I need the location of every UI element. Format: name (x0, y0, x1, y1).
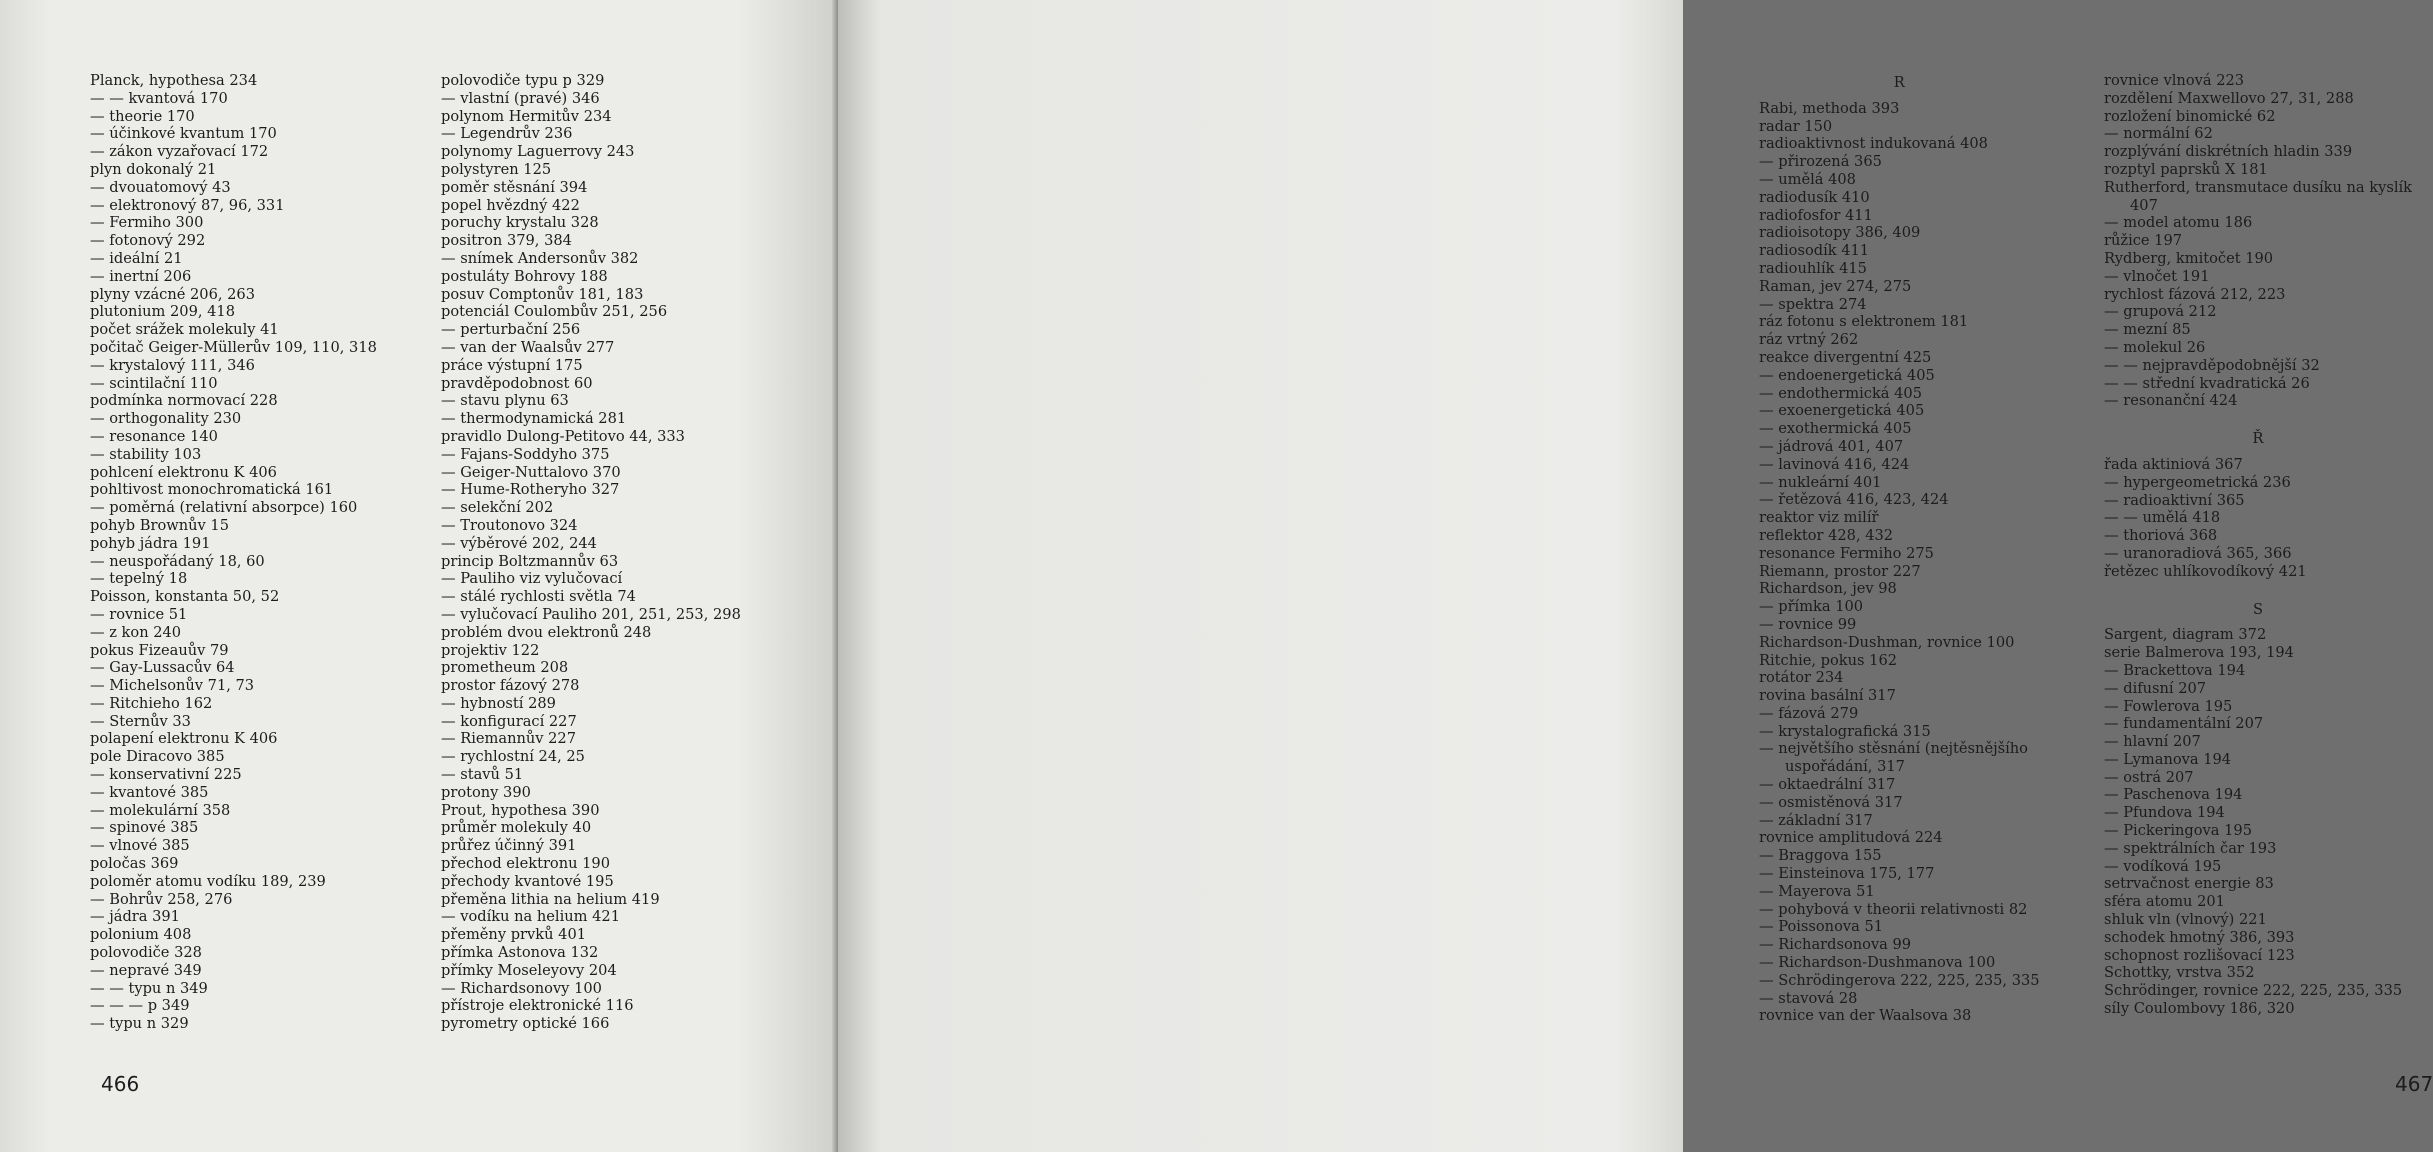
index-entry: — rovnice 51 (90, 605, 188, 623)
index-entry: — poměrná (relativní absorpce) 160 (90, 499, 358, 517)
index-entry: — Pfundova 194 (2104, 804, 2225, 822)
index-entry: — snímek Andersonův 382 (441, 249, 639, 267)
index-entry: — účinkové kvantum 170 (90, 125, 277, 143)
index-entry: — — umělá 418 (2104, 509, 2221, 527)
index-entry: — theorie 170 (90, 107, 195, 125)
index-entry: — stability 103 (90, 445, 202, 463)
index-entry: pyrometry optické 166 (441, 1015, 610, 1033)
index-entry: — přímka 100 (1759, 598, 1864, 616)
index-entry: — hlavní 207 (2104, 733, 2201, 751)
index-entry: — tepelný 18 (90, 570, 188, 588)
index-entry: počitač Geiger-Müllerův 109, 110, 318 (90, 338, 377, 356)
index-entry: přístroje elektronické 116 (441, 997, 634, 1015)
index-entry: posuv Comptonův 181, 183 (441, 285, 644, 303)
index-entry: — vlnové 385 (90, 837, 190, 855)
index-entry: počet srážek molekuly 41 (90, 321, 279, 339)
index-entry: — — nejpravděpodobnější 32 (2104, 356, 2320, 374)
index-entry: rovnice vlnová 223 (2104, 72, 2245, 89)
index-entry: — radioaktivní 365 (2104, 491, 2245, 509)
index-entry: — Paschenova 194 (2104, 786, 2243, 804)
index-entry: Raman, jev 274, 275 (1759, 277, 1912, 295)
index-entry: protony 390 (441, 783, 531, 801)
index-entry: — inertní 206 (90, 267, 192, 285)
index-entry: — neuspořádaný 18, 60 (90, 552, 265, 570)
index-entry: práce výstupní 175 (441, 356, 583, 374)
index-entry: positron 379, 384 (441, 232, 572, 250)
index-entry: radiofosfor 411 (1759, 206, 1873, 224)
index-entry: polovodiče 328 (90, 944, 202, 962)
index-entry: polynom Hermitův 234 (441, 107, 612, 125)
index-entry: Ritchie, pokus 162 (1759, 651, 1898, 669)
index-entry: — krystalografická 315 (1759, 722, 1931, 740)
index-entry: — elektronový 87, 96, 331 (90, 196, 285, 214)
index-entry: — jádrová 401, 407 (1759, 437, 1904, 455)
index-entry: plyny vzácné 206, 263 (90, 285, 256, 303)
index-entry: — Fowlerova 195 (2104, 697, 2233, 715)
index-entry: — Richardsonova 99 (1759, 936, 1912, 954)
index-entry: — hybností 289 (441, 694, 556, 712)
index-entry: řada aktiniová 367 (2104, 455, 2243, 473)
index-entry: ráz vrtný 262 (1759, 331, 1859, 349)
index-entry: — jádra 391 (90, 908, 180, 926)
index-entry: — rovnice 99 (1759, 615, 1857, 633)
index-entry: reflektor 428, 432 (1759, 526, 1894, 544)
index-entry: rovnice van der Waalsova 38 (1759, 1007, 1972, 1025)
index-entry: reakce divergentní 425 (1759, 348, 1932, 366)
index-entry: ráz fotonu s elektronem 181 (1759, 313, 1969, 331)
index-entry: radioaktivnost indukovaná 408 (1759, 135, 1988, 153)
section-letter-s: S (2253, 600, 2263, 618)
index-entry: Rutherford, transmutace dusíku na kyslík (2104, 178, 2413, 196)
index-entry: přechod elektronu 190 (441, 855, 610, 873)
index-entry: podmínka normovací 228 (90, 392, 278, 410)
index-entry: poruchy krystalu 328 (441, 214, 599, 232)
index-entry: polovodiče typu p 329 (441, 72, 605, 89)
index-entry: rozložení binomické 62 (2104, 107, 2276, 125)
page-number-left: 466 (101, 1072, 140, 1096)
index-entry: — řetězová 416, 423, 424 (1759, 491, 1949, 509)
index-entry: Schrödinger, rovnice 222, 225, 235, 335 (2104, 982, 2403, 1000)
index-entry: — základní 317 (1759, 811, 1873, 829)
index-entry: síly Coulombovy 186, 320 (2104, 1000, 2295, 1018)
index-entry: — selekční 202 (441, 499, 554, 517)
index-entry: polystyren 125 (441, 160, 552, 178)
index-entry: — Fermiho 300 (90, 214, 204, 232)
index-entry: resonance Fermiho 275 (1759, 544, 1934, 562)
index-entry: — uranoradiová 365, 366 (2104, 544, 2292, 562)
index-entry: potenciál Coulombův 251, 256 (441, 303, 668, 321)
index-entry: — spektra 274 (1759, 295, 1867, 313)
index-entry: — — — p 349 (90, 997, 190, 1015)
index-entry: reaktor viz milíř (1759, 509, 1879, 527)
index-entry: rozplývání diskrétních hladin 339 (2104, 143, 2353, 161)
index-entry: — model atomu 186 (2104, 214, 2253, 232)
index-entry: rozdělení Maxwellovo 27, 31, 288 (2104, 89, 2354, 107)
index-entry: — fázová 279 (1759, 704, 1859, 722)
index-entry: — thermodynamická 281 (441, 410, 627, 428)
index-entry: — Gay-Lussacův 64 (90, 659, 235, 677)
index-entry: sféra atomu 201 (2104, 893, 2225, 911)
index-entry: — fotonový 292 (90, 232, 206, 250)
index-entry: — konfigurací 227 (441, 712, 577, 730)
index-entry: — resonanční 424 (2104, 392, 2238, 410)
index-entry: — normální 62 (2104, 125, 2213, 143)
index-entry: problém dvou elektronů 248 (441, 623, 652, 641)
index-entry: radiouhlík 415 (1759, 259, 1867, 277)
index-entry: — rychlostní 24, 25 (441, 748, 585, 766)
index-entry: — Ritchieho 162 (90, 694, 213, 712)
index-entry: pokus Fizeauův 79 (90, 641, 229, 659)
index-entry: — — kvantová 170 (90, 89, 228, 107)
index-entry: průřez účinný 391 (441, 837, 577, 855)
index-entry: — vlastní (pravé) 346 (441, 89, 600, 107)
index-entry: pole Diracovo 385 (90, 748, 225, 766)
index-entry: — vodíková 195 (2104, 857, 2222, 875)
index-entry: postuláty Bohrovy 188 (441, 267, 608, 285)
index-entry: — krystalový 111, 346 (90, 356, 255, 374)
index-entry: rychlost fázová 212, 223 (2104, 285, 2286, 303)
index-entry: přímka Astonova 132 (441, 944, 599, 962)
index-entry: — Brackettova 194 (2104, 661, 2246, 679)
index-entry: přechody kvantové 195 (441, 872, 614, 890)
index-entry: přímky Moseleyovy 204 (441, 961, 617, 979)
index-entry: — difusní 207 (2104, 679, 2207, 697)
index-entry: — Troutonovo 324 (441, 516, 578, 534)
index-entry: poměr stěsnání 394 (441, 178, 588, 196)
index-entry: — Sternův 33 (90, 712, 191, 730)
index-entry: polapení elektronu K 406 (90, 730, 278, 748)
index-entry: projektiv 122 (441, 641, 540, 659)
index-entry: radiosodík 411 (1759, 242, 1870, 260)
index-entry: Rabi, methoda 393 (1759, 99, 1900, 117)
index-entry: radiodusík 410 (1759, 188, 1870, 206)
index-column-3 (1759, 74, 2040, 1025)
index-entry: pohlcení elektronu K 406 (90, 463, 277, 481)
index-entry: prostor fázový 278 (441, 677, 580, 695)
index-entry: Prout, hypothesa 390 (441, 801, 600, 819)
index-entry: — Einsteinova 175, 177 (1759, 865, 1935, 883)
index-entry: plutonium 209, 418 (90, 303, 235, 321)
index-entry: Riemann, prostor 227 (1759, 562, 1921, 580)
index-entry: pohyb jádra 191 (90, 534, 211, 552)
index-entry: — thoriová 368 (2104, 527, 2218, 545)
index-entry: — Mayerova 51 (1759, 882, 1875, 900)
index-entry: pohyb Brownův 15 (90, 516, 229, 534)
index-entry: řetězec uhlíkovodíkový 421 (2104, 562, 2307, 580)
index-entry: — výběrové 202, 244 (441, 534, 597, 552)
index-entry: schopnost rozlišovací 123 (2104, 946, 2295, 964)
section-letter-r-caron: Ř (2252, 430, 2264, 448)
index-entry: pohltivost monochromatická 161 (90, 481, 334, 499)
index-entry: — z kon 240 (90, 623, 182, 641)
index-entry: — Poissonova 51 (1759, 918, 1884, 936)
index-entry: — van der Waalsův 277 (441, 338, 615, 356)
index-entry: rovina basální 317 (1759, 687, 1896, 705)
index-entry: — pohybová v theorii relativnosti 82 (1759, 900, 2028, 918)
index-entry: — kvantové 385 (90, 783, 209, 801)
index-entry: Sargent, diagram 372 (2104, 626, 2267, 644)
index-entry: — vlnočet 191 (2104, 267, 2210, 285)
index-entry: plyn dokonalý 21 (90, 160, 217, 178)
index-entry: rozptyl paprsků X 181 (2104, 160, 2268, 178)
index-entry: setrvačnost energie 83 (2104, 875, 2274, 893)
index-entry: — spektrálních čar 193 (2104, 839, 2277, 857)
index-entry: — Legendrův 236 (441, 125, 573, 143)
index-entry: — vylučovací Pauliho 201, 251, 253, 298 (441, 605, 741, 623)
index-entry: — Riemannův 227 (441, 730, 576, 748)
index-entry: 407 (2130, 196, 2158, 214)
index-entry: — molekul 26 (2104, 338, 2206, 356)
index-entry: poločas 369 (90, 855, 179, 873)
index-entry: — stálé rychlosti světla 74 (441, 588, 636, 606)
index-entry: Richardson, jev 98 (1759, 580, 1897, 598)
index-entry: — oktaedrální 317 (1759, 776, 1896, 794)
index-entry: — největšího stěsnání (nejtěsnějšího (1759, 740, 2028, 758)
index-entry: Richardson-Dushman, rovnice 100 (1759, 633, 2015, 651)
index-entry: prometheum 208 (441, 659, 569, 677)
index-entry: shluk vln (vlnový) 221 (2104, 911, 2267, 929)
index-entry: — — typu n 349 (90, 979, 208, 997)
index-entry: — orthogonality 230 (90, 410, 242, 428)
index-entry: — perturbační 256 (441, 321, 581, 339)
index-entry: uspořádání, 317 (1785, 758, 1905, 776)
index-entry: — stavů 51 (441, 766, 524, 784)
index-entry: — endothermická 405 (1759, 384, 1922, 402)
index-entry: — typu n 329 (90, 1015, 189, 1033)
index-entry: radar 150 (1759, 117, 1833, 135)
index-entry: — konservativní 225 (90, 766, 242, 784)
index-entry: — molekulární 358 (90, 801, 231, 819)
index-entry: — přirozená 365 (1759, 153, 1882, 171)
index-entry: — fundamentální 207 (2104, 715, 2264, 733)
index-entry: přeměny prvků 401 (441, 926, 587, 944)
index-entry: Rydberg, kmitočet 190 (2104, 249, 2274, 267)
index-entry: poloměr atomu vodíku 189, 239 (90, 872, 326, 890)
index-entry: růžice 197 (2104, 232, 2183, 250)
index-entry: — nepravé 349 (90, 961, 202, 979)
index-entry: — stavová 28 (1759, 989, 1858, 1007)
index-entry: — osmistěnová 317 (1759, 793, 1903, 811)
index-entry: — zákon vyzařovací 172 (90, 143, 269, 161)
index-entry: — stavu plynu 63 (441, 392, 569, 410)
index-entry: — grupová 212 (2104, 303, 2217, 321)
index-entry: — ideální 21 (90, 249, 183, 267)
index-entry: — exoenergetická 405 (1759, 402, 1925, 420)
index-entry: — dvouatomový 43 (90, 178, 231, 196)
index-entry: — ostrá 207 (2104, 768, 2194, 786)
index-entry: — Richardson-Dushmanova 100 (1759, 954, 1996, 972)
index-entry: — lavinová 416, 424 (1759, 455, 1910, 473)
index-entry: rovnice amplitudová 224 (1759, 829, 1943, 847)
index-entry: — Lymanova 194 (2104, 750, 2232, 768)
index-column-4 (2104, 72, 2412, 1018)
index-entry: — scintilační 110 (90, 374, 218, 392)
index-entry: — Braggova 155 (1759, 847, 1882, 865)
index-entry: Schottky, vrstva 352 (2104, 964, 2255, 982)
index-entry: pravděpodobnost 60 (441, 374, 593, 392)
right-page (838, 0, 2433, 1152)
index-entry: přeměna lithia na helium 419 (441, 890, 660, 908)
index-entry: — Fajans-Soddyho 375 (441, 445, 610, 463)
index-entry: — Schrödingerova 222, 225, 235, 335 (1759, 971, 2040, 989)
index-entry: pravidlo Dulong-Petitovo 44, 333 (441, 427, 685, 445)
index-entry: Planck, hypothesa 234 (90, 72, 258, 89)
index-entry: — vodíku na helium 421 (441, 908, 620, 926)
index-entry: — Michelsonův 71, 73 (90, 677, 255, 695)
section-letter-r: R (1893, 74, 1905, 91)
index-entry: — Pauliho viz vylučovací (441, 570, 623, 588)
index-entry: — mezní 85 (2104, 321, 2191, 339)
index-entry: — Geiger-Nuttalovo 370 (441, 463, 621, 481)
index-entry: radioisotopy 386, 409 (1759, 224, 1921, 242)
index-entry: — spinové 385 (90, 819, 199, 837)
index-entry: — Hume-Rotheryho 327 (441, 481, 620, 499)
index-entry: rotátor 234 (1759, 669, 1844, 687)
page-number-right: 467 (2395, 1072, 2433, 1096)
index-entry: schodek hmotný 386, 393 (2104, 928, 2295, 946)
index-entry: — resonance 140 (90, 427, 218, 445)
index-column-2 (441, 72, 741, 1033)
index-entry: popel hvězdný 422 (441, 196, 580, 214)
index-entry: — — střední kvadratická 26 (2104, 374, 2310, 392)
index-entry: průměr molekuly 40 (441, 819, 592, 837)
index-entry: — umělá 408 (1759, 170, 1856, 188)
index-entry: — Bohrův 258, 276 (90, 890, 233, 908)
index-entry: — Pickeringova 195 (2104, 822, 2252, 840)
index-entry: — hypergeometrická 236 (2104, 473, 2291, 491)
index-entry: princip Boltzmannův 63 (441, 552, 619, 570)
index-entry: polynomy Laguerrovy 243 (441, 143, 635, 161)
index-entry: Poisson, konstanta 50, 52 (90, 588, 280, 606)
left-page (0, 0, 838, 1152)
index-entry: — Richardsonovy 100 (441, 979, 602, 997)
index-column-1 (90, 72, 377, 1033)
index-entry: polonium 408 (90, 926, 192, 944)
index-entry: — endoenergetická 405 (1759, 366, 1935, 384)
index-entry: — exothermická 405 (1759, 420, 1912, 438)
index-entry: serie Balmerova 193, 194 (2104, 644, 2294, 662)
index-entry: — nukleární 401 (1759, 473, 1882, 491)
